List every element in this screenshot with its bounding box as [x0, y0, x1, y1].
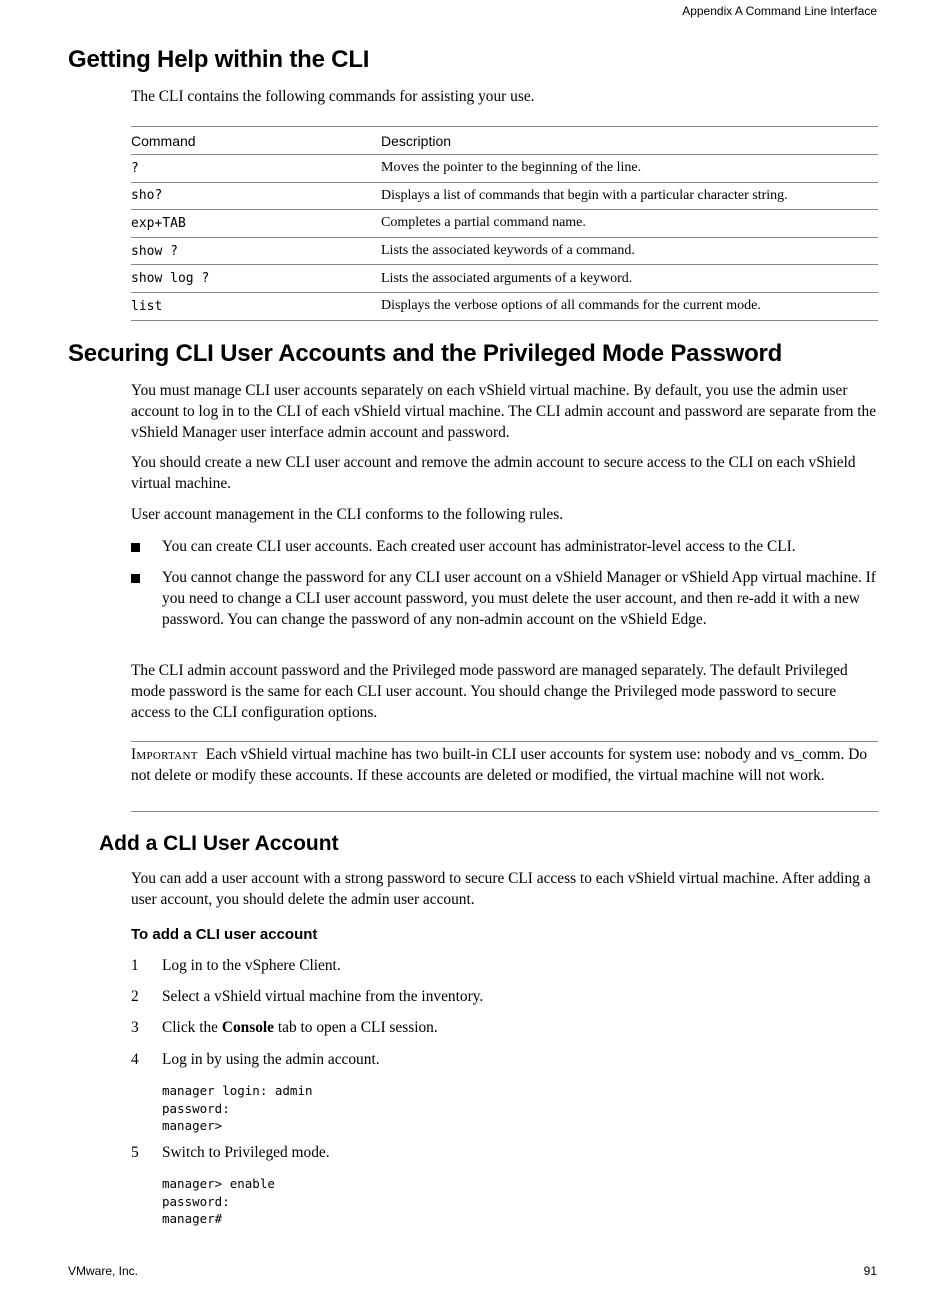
- running-header: Appendix A Command Line Interface: [682, 4, 877, 18]
- bullet-text: You cannot change the password for any CLI user account on a vShield Manager or vShield App virtual machine. If you need to change a CLI user account password, you must delete the user account, and then re-add it with a new password. You can change the password of any non-admin account on the vShield Edge.: [162, 569, 876, 628]
- table-row: [131, 155, 878, 183]
- section-heading-getting-help: Getting Help within the CLI: [68, 46, 370, 73]
- step-number: 3: [131, 1019, 139, 1036]
- footer-company: VMware, Inc.: [68, 1264, 139, 1278]
- description-cell: Lists the associated keywords of a command.: [381, 237, 878, 265]
- description-cell: Completes a partial command name.: [381, 210, 878, 238]
- square-bullet-icon: [131, 543, 140, 552]
- note-text: Each vShield virtual machine has two built-in CLI user accounts for system use: nobody and vs_comm. Do not delete or modify these accounts. If these accounts are deleted or modified, the virtual machine will not work.: [131, 746, 868, 784]
- note-label: Important: [131, 746, 198, 763]
- step-text-post: tab to open a CLI session.: [274, 1019, 438, 1036]
- step-number: 1: [131, 957, 139, 974]
- table-row: [131, 292, 878, 320]
- column-header-description: Description: [381, 127, 878, 155]
- table-header-row: [131, 127, 878, 155]
- code-block-enable: manager> enable password: manager#: [162, 1176, 275, 1226]
- description-cell: Lists the associated arguments of a keyword.: [381, 265, 878, 293]
- section-intro: The CLI contains the following commands for assisting your use.: [131, 88, 535, 105]
- table-row: [131, 237, 878, 265]
- code-block-login: manager login: admin password: manager>: [162, 1083, 313, 1133]
- bullet-text: You can create CLI user accounts. Each created user account has administrator-level access to the CLI.: [162, 538, 796, 555]
- step-number: 2: [131, 988, 139, 1005]
- console-tab-reference: Console: [221, 1019, 275, 1036]
- column-header-command: Command: [131, 127, 381, 155]
- command-cell: show ?: [131, 237, 381, 265]
- procedure-title: To add a CLI user account: [131, 926, 318, 943]
- section-heading-securing-accounts: Securing CLI User Accounts and the Privileged Mode Password: [68, 340, 783, 367]
- command-cell: sho?: [131, 182, 381, 210]
- table-row: [131, 182, 878, 210]
- description-cell: Moves the pointer to the beginning of the line.: [381, 155, 878, 183]
- command-cell: ?: [131, 155, 381, 183]
- command-cell: list: [131, 292, 381, 320]
- paragraph: You must manage CLI user accounts separately on each vShield virtual machine. By default, you use the admin user account to log in to the CLI of each vShield virtual machine. The CLI admin account and password are separate from the vShield Manager user interface admin account and password.: [131, 382, 877, 441]
- step-number: 5: [131, 1144, 139, 1161]
- important-note: [131, 741, 878, 812]
- step-text: [162, 1018, 438, 1039]
- command-table: [131, 126, 878, 321]
- step-text: Select a vShield virtual machine from the inventory.: [162, 988, 484, 1005]
- table-row: [131, 265, 878, 293]
- paragraph: You should create a new CLI user account and remove the admin account to secure access to the CLI on each vShield virtual machine.: [131, 454, 856, 492]
- paragraph: You can add a user account with a strong password to secure CLI access to each vShield virtual machine. After adding a user account, you should delete the admin user account.: [131, 870, 871, 908]
- square-bullet-icon: [131, 574, 140, 583]
- paragraph: User account management in the CLI conforms to the following rules.: [131, 506, 564, 523]
- page-number: 91: [863, 1264, 877, 1278]
- step-text: Switch to Privileged mode.: [162, 1144, 330, 1161]
- step-text: Log in by using the admin account.: [162, 1051, 380, 1068]
- step-number: 4: [131, 1051, 139, 1068]
- table-row: [131, 210, 878, 238]
- step-text-pre: Click the: [162, 1019, 222, 1036]
- command-cell: show log ?: [131, 265, 381, 293]
- paragraph: The CLI admin account password and the Privileged mode password are managed separately. The default Privileged mode password is the same for each CLI user account. You should change the Privileged mode password to secure access to the CLI configuration options.: [131, 662, 848, 721]
- command-cell: exp+TAB: [131, 210, 381, 238]
- description-cell: Displays the verbose options of all commands for the current mode.: [381, 292, 878, 320]
- subsection-heading-add-user: Add a CLI User Account: [99, 832, 339, 855]
- step-text: Log in to the vSphere Client.: [162, 957, 341, 974]
- description-cell: Displays a list of commands that begin with a particular character string.: [381, 182, 878, 210]
